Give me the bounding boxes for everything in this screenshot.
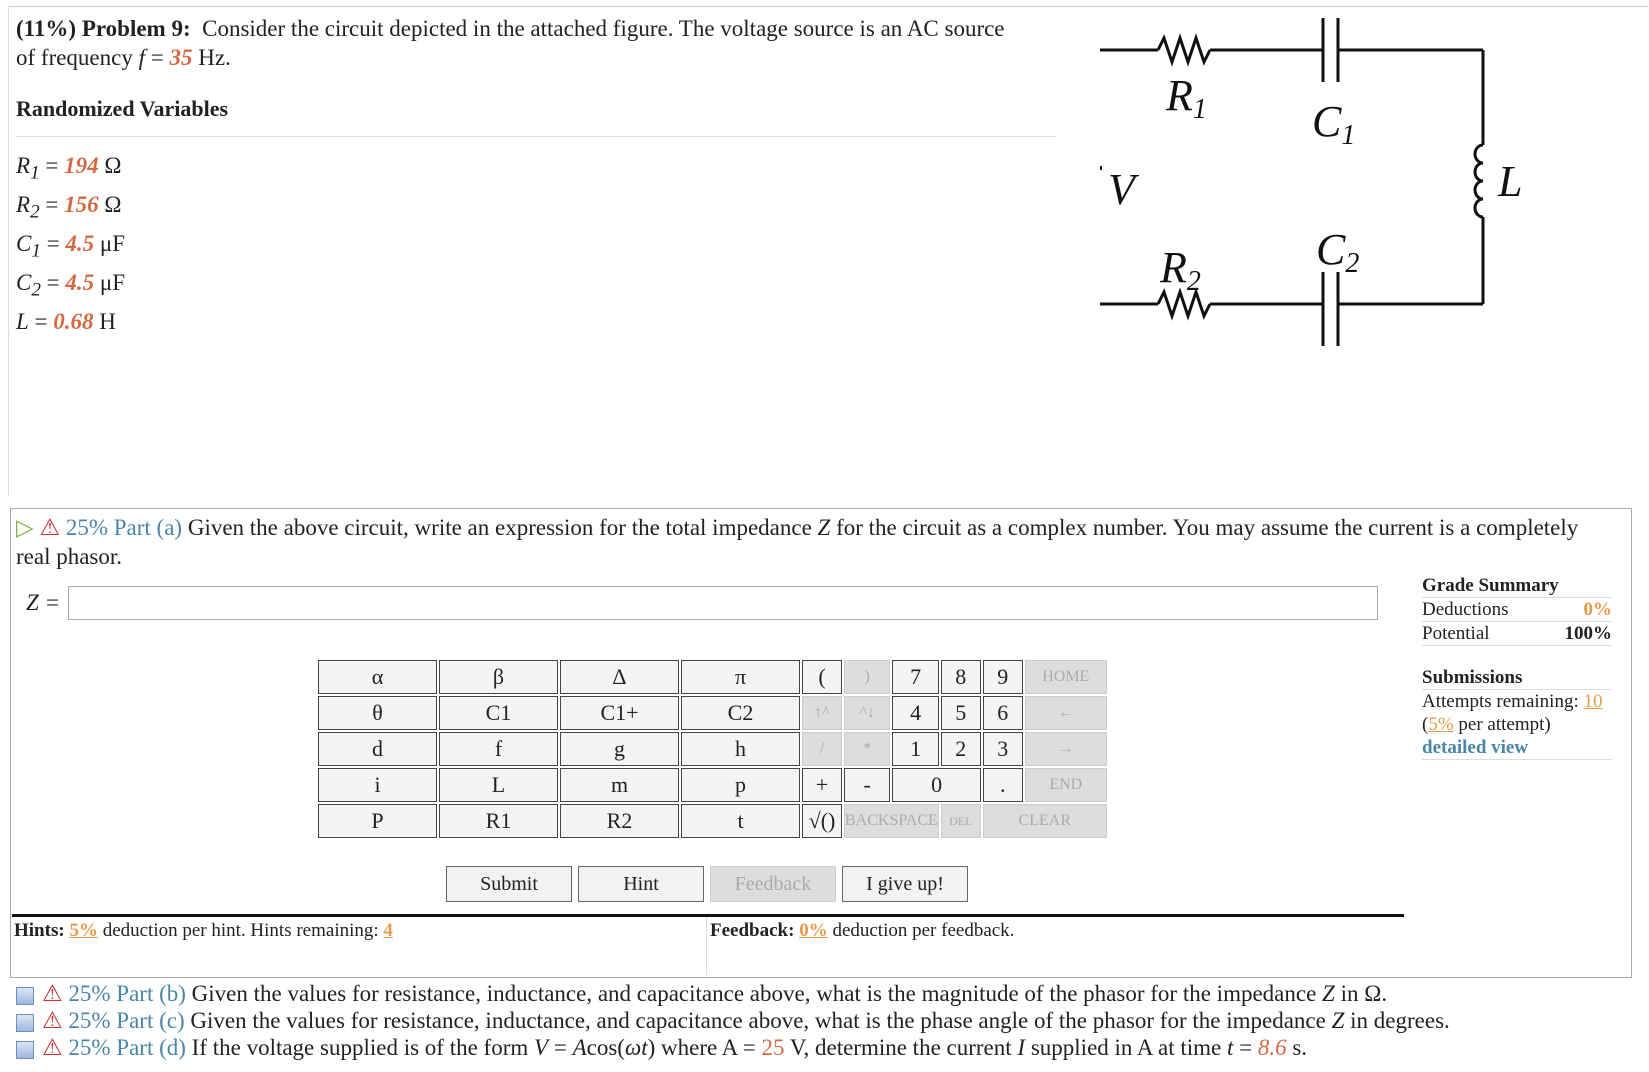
variable-value: 0.68: [53, 309, 94, 335]
divider: [12, 914, 1404, 917]
key-open-paren[interactable]: (: [802, 660, 842, 694]
symbol-key[interactable]: d: [318, 732, 437, 766]
variable-value: 156: [64, 192, 99, 218]
part-c-text: Given the values for resistance, inductance, and capacitance above, what is the phase angle of the phasor for the impedance: [190, 1008, 1332, 1033]
part-b-var: Z: [1322, 981, 1335, 1006]
feedback-info: [710, 920, 1014, 942]
variable-unit: H: [93, 309, 116, 335]
attempts-value: 10: [1583, 691, 1603, 712]
divider: [16, 136, 1056, 137]
part-d-text4: ) where A =: [647, 1035, 762, 1060]
variables-list: [16, 150, 125, 345]
hints-info: [14, 920, 393, 942]
variable-value: 4.5: [65, 270, 95, 296]
symbol-key[interactable]: β: [439, 660, 558, 694]
problem-text: Consider the circuit depicted in the attached figure. The voltage source is an AC source of frequency: [16, 16, 1005, 70]
part-d-voltage: 25: [761, 1035, 785, 1060]
symbol-key[interactable]: L: [439, 768, 558, 802]
label-l: L: [1498, 157, 1523, 206]
key-5[interactable]: 5: [941, 696, 981, 730]
warning-icon: ⚠: [39, 515, 61, 540]
variable-unit: μF: [94, 270, 126, 296]
answer-input[interactable]: [68, 586, 1378, 620]
symbol-keypad: [316, 658, 802, 840]
key-subscript[interactable]: ^↓: [844, 696, 890, 730]
per-attempt-text: per attempt): [1453, 714, 1551, 735]
symbol-key[interactable]: g: [560, 732, 679, 766]
key-7[interactable]: 7: [892, 660, 938, 694]
variable-value: 194: [64, 153, 99, 178]
randomized-variables-title: Randomized Variables: [16, 96, 229, 121]
label-c2: C2: [1316, 225, 1360, 279]
feedback-button[interactable]: Feedback: [710, 866, 836, 902]
circuit-diagram: [1100, 10, 1620, 370]
key-left-arrow[interactable]: ←: [1025, 696, 1107, 730]
warning-icon: ⚠: [42, 1008, 63, 1033]
key-minus[interactable]: -: [844, 768, 890, 802]
part-b-text2: in Ω.: [1334, 981, 1388, 1006]
variable-name: R: [16, 192, 31, 218]
key-close-paren[interactable]: ): [844, 660, 890, 694]
key-clear[interactable]: CLEAR: [983, 804, 1107, 838]
variable-sub: 2: [30, 201, 40, 223]
variable-name: C: [16, 231, 32, 257]
part-c-row[interactable]: [16, 1007, 1450, 1035]
part-a-head: 25% Part (a): [65, 515, 183, 540]
part-a-var: Z: [817, 515, 831, 540]
part-a-statement: [16, 513, 1616, 571]
per-attempt-open: (: [1422, 714, 1429, 735]
divider: [706, 917, 707, 975]
part-b-row[interactable]: [16, 980, 1387, 1008]
key-sqrt[interactable]: √(): [802, 804, 842, 838]
attempts-label: Attempts remaining:: [1422, 691, 1579, 712]
key-3[interactable]: 3: [983, 732, 1023, 766]
key-6[interactable]: 6: [983, 696, 1023, 730]
key-decimal[interactable]: .: [983, 768, 1023, 802]
hints-text: deduction per hint. Hints remaining:: [97, 920, 384, 941]
variable-sub: 1: [31, 240, 41, 262]
part-d-text3: cos(: [586, 1035, 625, 1060]
detailed-view-link[interactable]: detailed view: [1422, 737, 1529, 758]
variable-name: R: [16, 153, 31, 178]
key-superscript[interactable]: ↑^: [802, 696, 842, 730]
collapse-icon[interactable]: [16, 1014, 34, 1032]
potential-label: Potential: [1422, 623, 1490, 644]
symbol-key[interactable]: π: [681, 660, 800, 694]
symbol-key[interactable]: h: [681, 732, 800, 766]
key-divide[interactable]: /: [802, 732, 842, 766]
variable-row: L = 0.68 H: [16, 309, 116, 335]
symbol-key[interactable]: C1+: [560, 696, 679, 730]
variable-name: C: [16, 270, 32, 296]
symbol-key[interactable]: m: [560, 768, 679, 802]
symbol-key[interactable]: t: [681, 804, 800, 838]
hints-remaining: 4: [383, 920, 393, 941]
symbol-key[interactable]: i: [318, 768, 437, 802]
part-d-var2: A: [572, 1035, 587, 1060]
z-label: Z =: [26, 590, 61, 615]
part-d-var: V: [534, 1035, 549, 1060]
problem-statement: [16, 14, 1016, 72]
part-b-text: Given the values for resistance, inductance, and capacitance above, what is the magnitude of the phasor for the impedance: [191, 981, 1323, 1006]
freq-eq: =: [145, 45, 170, 70]
numeric-keypad: [800, 658, 1109, 840]
warning-icon: ⚠: [42, 1035, 63, 1060]
problem-label: Problem 9:: [81, 16, 191, 41]
variable-unit: Ω: [98, 153, 122, 178]
part-d-text2: =: [548, 1035, 573, 1060]
hint-button[interactable]: Hint: [578, 866, 704, 902]
symbol-key[interactable]: f: [439, 732, 558, 766]
deductions-label: Deductions: [1422, 599, 1509, 620]
key-4[interactable]: 4: [892, 696, 938, 730]
deductions-value: 0%: [1583, 599, 1612, 620]
collapse-icon[interactable]: [16, 1041, 34, 1059]
symbol-key[interactable]: R1: [439, 804, 558, 838]
play-icon[interactable]: ▷: [16, 515, 34, 540]
part-d-text6: supplied in A at time: [1025, 1035, 1227, 1060]
symbol-key[interactable]: P: [318, 804, 437, 838]
key-0[interactable]: 0: [892, 768, 980, 802]
freq-var: f: [138, 45, 145, 70]
part-d-row[interactable]: [16, 1034, 1307, 1062]
key-end[interactable]: END: [1025, 768, 1107, 802]
variable-name: L: [16, 309, 29, 335]
key-del[interactable]: DEL: [941, 804, 981, 838]
variable-row: $C_1 = 4.5$ μF: [16, 231, 126, 262]
variable-row: $C_2 = 4.5$ μF: [16, 270, 126, 301]
key-8[interactable]: 8: [941, 660, 981, 694]
symbol-key[interactable]: C2: [681, 696, 800, 730]
variable-unit: Ω: [98, 192, 122, 218]
part-a-text: Given the above circuit, write an expression for the total impedance: [187, 515, 818, 540]
variable-sub: 2: [31, 279, 41, 301]
key-home[interactable]: HOME: [1025, 660, 1107, 694]
part-d-time: 8.6: [1257, 1035, 1287, 1060]
label-r1: R1: [1166, 71, 1207, 125]
grade-summary-title: Grade Summary: [1422, 574, 1612, 598]
freq-value: 35: [169, 45, 193, 70]
label-r2: R2: [1160, 243, 1201, 297]
key-2[interactable]: 2: [941, 732, 981, 766]
key-multiply[interactable]: *: [844, 732, 890, 766]
part-c-text2: in degrees.: [1344, 1008, 1450, 1033]
part-c-head[interactable]: 25% Part (c): [68, 1008, 185, 1033]
symbol-key[interactable]: Δ: [560, 660, 679, 694]
potential-value: 100%: [1564, 623, 1612, 644]
give-up-button[interactable]: I give up!: [842, 866, 968, 902]
key-1[interactable]: 1: [892, 732, 938, 766]
per-attempt-value: 5%: [1428, 714, 1454, 735]
part-b-head[interactable]: 25% Part (b): [68, 981, 186, 1006]
key-backspace[interactable]: BACKSPACE: [844, 804, 939, 838]
part-a-text2: for the circuit as a complex number. You may assume the current is a completely real phasor.: [16, 515, 1579, 569]
part-d-var4: I: [1017, 1035, 1026, 1060]
part-d-text7: =: [1233, 1035, 1258, 1060]
problem-percent: (11%): [16, 16, 77, 41]
feedback-label: Feedback:: [710, 920, 795, 941]
variable-unit: μF: [94, 231, 126, 257]
warning-icon: ⚠: [42, 981, 63, 1006]
label-v: V: [1108, 165, 1135, 214]
symbol-key[interactable]: R2: [560, 804, 679, 838]
feedback-percent: 0%: [799, 920, 828, 941]
key-plus[interactable]: +: [802, 768, 842, 802]
submit-button[interactable]: Submit: [446, 866, 572, 902]
key-right-arrow[interactable]: →: [1025, 732, 1107, 766]
collapse-icon[interactable]: [16, 987, 34, 1005]
label-c1: C1: [1312, 97, 1356, 151]
variable-row: $R_1 = 194$ Ω: [16, 153, 122, 184]
symbol-key[interactable]: p: [681, 768, 800, 802]
symbol-key[interactable]: C1: [439, 696, 558, 730]
freq-unit: Hz.: [192, 45, 231, 70]
symbol-key[interactable]: α: [318, 660, 437, 694]
part-d-text: If the voltage supplied is of the form: [191, 1035, 535, 1060]
part-c-var: Z: [1331, 1008, 1345, 1033]
variable-value: 4.5: [65, 231, 95, 257]
submissions-title: Submissions: [1422, 666, 1612, 690]
symbol-key[interactable]: θ: [318, 696, 437, 730]
part-d-text5: V, determine the current: [784, 1035, 1018, 1060]
part-d-head[interactable]: 25% Part (d): [68, 1035, 186, 1060]
key-9[interactable]: 9: [983, 660, 1023, 694]
hints-label: Hints:: [14, 920, 65, 941]
part-d-var5: t: [1226, 1035, 1234, 1060]
hints-percent: 5%: [69, 920, 98, 941]
feedback-text: deduction per feedback.: [827, 920, 1015, 941]
variable-row: $R_2 = 156$ Ω: [16, 192, 122, 223]
part-d-var3: ωt: [624, 1035, 648, 1060]
part-d-text8: s.: [1286, 1035, 1308, 1060]
grade-summary: [1422, 574, 1612, 760]
variable-sub: 1: [30, 162, 40, 184]
